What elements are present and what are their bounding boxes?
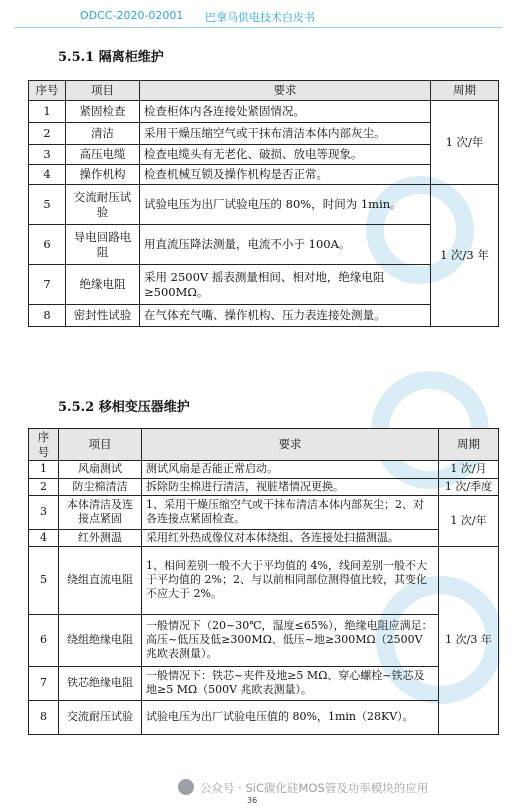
row-no: 4 (29, 529, 59, 546)
table-row (29, 145, 499, 165)
section-title-isolation-cabinet: 5.5.1 隔离柜维护 (58, 50, 164, 65)
table-row (29, 305, 499, 327)
table-row (29, 123, 499, 145)
row-no: 5 (29, 546, 59, 614)
table-row (29, 185, 499, 225)
row-no: 8 (29, 305, 66, 327)
row-requirement: 采用 2500V 摇表测量相间、相对地，绝缘电阻≥500MΩ。 (140, 265, 431, 305)
header-requirement: 要求 (140, 81, 431, 101)
row-requirement: 采用干燥压缩空气或干抹布清洁本体内部灰尘。 (140, 123, 431, 145)
row-no: 1 (29, 101, 66, 123)
header-period: 周期 (431, 81, 499, 101)
row-item: 高压电缆 (66, 145, 140, 165)
row-no: 8 (29, 700, 59, 734)
table-row (29, 495, 499, 529)
wechat-icon (178, 779, 194, 795)
table-header-row (29, 429, 499, 461)
row-no: 7 (29, 666, 59, 700)
header-item: 项目 (59, 429, 142, 461)
row-item: 交流耐压试验 (59, 700, 142, 734)
row-item: 交流耐压试验 (66, 185, 140, 225)
row-period: 1 次/年 (439, 495, 499, 546)
row-period: 1 次/3 年 (431, 185, 499, 327)
table-row (29, 666, 499, 700)
row-item: 铁芯绝缘电阻 (59, 666, 142, 700)
source-watermark-text: 公众号 · SiC碳化硅MOS管及功率模块的应用 (200, 781, 429, 795)
table-header-row (29, 81, 499, 101)
header-requirement: 要求 (142, 429, 439, 461)
row-item: 绕组直流电阻 (59, 546, 142, 614)
row-requirement: 一般情况下：铁芯~夹件及地≥5 MΩ、穿心螺栓~铁芯及地≥5 MΩ（500V 兆欧表测量）。 (142, 666, 439, 700)
row-no: 5 (29, 185, 66, 225)
table-row (29, 461, 499, 478)
row-item: 操作机构 (66, 165, 140, 185)
row-no: 3 (29, 495, 59, 529)
table-row (29, 700, 499, 734)
row-no: 1 (29, 461, 59, 478)
table-row (29, 614, 499, 666)
row-item: 清洁 (66, 123, 140, 145)
doc-title: 巴拿马供电技术白皮书 (205, 11, 315, 24)
page-number: 36 (247, 796, 258, 805)
row-item: 防尘棉清洁 (59, 478, 142, 495)
row-requirement: 试验电压为出厂试验电压值的 80%，1min（28KV）。 (142, 700, 439, 734)
isolation-cabinet-table (28, 80, 499, 327)
table-row (29, 546, 499, 614)
row-period: 1 次/3 年 (439, 546, 499, 734)
phase-shift-transformer-table (28, 428, 499, 735)
row-no: 6 (29, 225, 66, 265)
row-no: 2 (29, 478, 59, 495)
table-row (29, 265, 499, 305)
row-no: 2 (29, 123, 66, 145)
header-rule (14, 27, 502, 28)
row-item: 绝缘电阻 (66, 265, 140, 305)
row-no: 4 (29, 165, 66, 185)
row-requirement: 在气体充气嘴、操作机构、压力表连接处测量。 (140, 305, 431, 327)
row-item: 风扇测试 (59, 461, 142, 478)
row-requirement: 1、相间差别一般不大于平均值的 4%，线间差别一般不大于平均值的 2%；2、与以前相同部位测得值比较，其变化不应大于 2%。 (142, 546, 439, 614)
row-requirement: 一般情况下（20~30℃，湿度≤65%），绝缘电阻应满足：高压~低压及低≥300MΩ、低压~地≥300MΩ（2500V 兆欧表测量）。 (142, 614, 439, 666)
page-footer (0, 776, 516, 808)
row-item: 紧固检查 (66, 101, 140, 123)
row-period: 1 次/月 (439, 461, 499, 478)
doc-code: ODCC-2020-02001 (80, 9, 184, 22)
header-no: 序号 (29, 429, 59, 461)
table-row (29, 101, 499, 123)
row-requirement: 用直流压降法测量，电流不小于 100A。 (140, 225, 431, 265)
row-item: 密封性试验 (66, 305, 140, 327)
row-requirement: 测试风扇是否能正常启动。 (142, 461, 439, 478)
row-requirement: 检查机械互锁及操作机构是否正常。 (140, 165, 431, 185)
header-item: 项目 (66, 81, 140, 101)
page-header (0, 0, 516, 30)
table-row (29, 225, 499, 265)
row-requirement: 拆除防尘棉进行清洁，视脏堵情况更换。 (142, 478, 439, 495)
row-no: 3 (29, 145, 66, 165)
table-row (29, 165, 499, 185)
row-requirement: 采用红外热成像仪对本体绕组、各连接处扫描测温。 (142, 529, 439, 546)
row-item: 绕组绝缘电阻 (59, 614, 142, 666)
header-no: 序号 (29, 81, 66, 101)
row-period: 1 次/年 (431, 101, 499, 185)
row-no: 6 (29, 614, 59, 666)
header-period: 周期 (439, 429, 499, 461)
row-item: 导电回路电阻 (66, 225, 140, 265)
table-row (29, 529, 499, 546)
section-title-phase-shift-transformer: 5.5.2 移相变压器维护 (58, 400, 190, 415)
row-requirement: 检查柜体内各连接处紧固情况。 (140, 101, 431, 123)
row-requirement: 试验电压为出厂试验电压的 80%，时间为 1min。 (140, 185, 431, 225)
row-requirement: 检查电缆头有无老化、破损、放电等现象。 (140, 145, 431, 165)
row-period: 1 次/季度 (439, 478, 499, 495)
row-item: 红外测温 (59, 529, 142, 546)
table-row (29, 478, 499, 495)
row-no: 7 (29, 265, 66, 305)
row-item: 本体清洁及连接点紧固 (59, 495, 142, 529)
row-requirement: 1、采用干燥压缩空气或干抹布清洁本体内部灰尘；2、对各连接点紧固检查。 (142, 495, 439, 529)
